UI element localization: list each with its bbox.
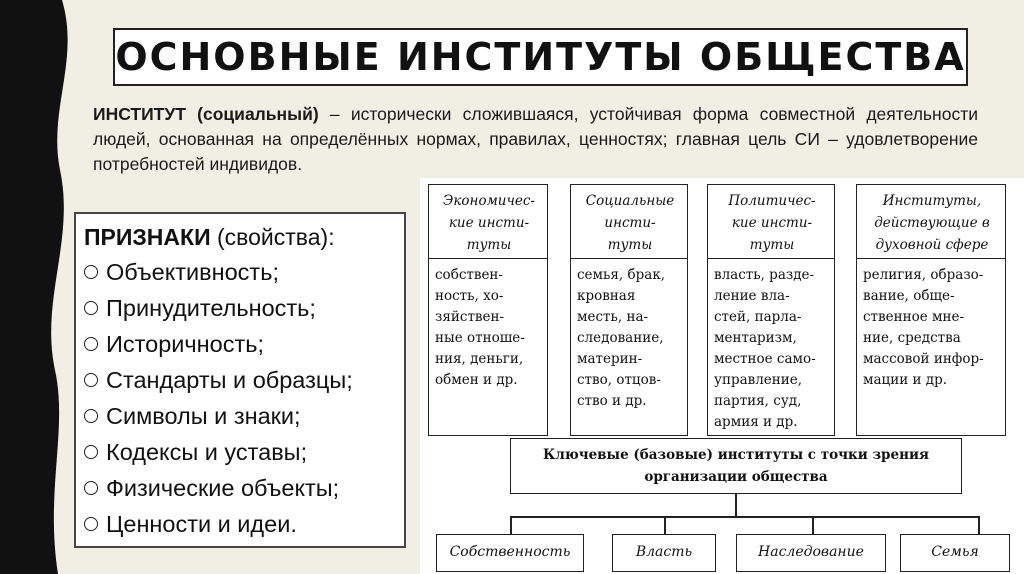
head-line: Политичес- (728, 193, 816, 209)
head-line: Экономичес- (443, 193, 535, 209)
body-line: ние, средства (863, 330, 961, 346)
page-title-box (113, 28, 968, 86)
body-line: зяйствен- (435, 309, 505, 325)
head-line: кие инсти- (448, 215, 530, 231)
institution-column-head (429, 185, 547, 259)
body-line: материн- (577, 351, 643, 367)
body-line: ство и др. (577, 393, 647, 409)
body-line: кровная (577, 288, 636, 304)
institution-column-body (429, 259, 547, 391)
definition-text: – исторически сложившаяся, устойчивая форма совместной деятельности людей, основанная на определённых нормах, правилах, ценностях; главная цель СИ – удовлетворение потребностей индивидов. (93, 104, 978, 174)
circle-bullet-icon (84, 301, 98, 315)
body-line: вание, обще- (863, 288, 955, 304)
sign-item-label: Стандарты и образцы; (106, 367, 353, 393)
body-line: ментаризм, (714, 330, 797, 346)
body-line: ния, деньги, (435, 351, 524, 367)
sign-item-label: Ценности и идеи. (106, 511, 297, 537)
key-box-line: организации общества (644, 469, 828, 485)
body-line: партия, суд, (714, 393, 802, 409)
signs-heading-rest: (свойства): (210, 224, 335, 250)
sign-item (84, 254, 404, 290)
institution-column-head (857, 185, 1005, 259)
body-line: религия, образо- (863, 267, 984, 283)
decorative-wave (0, 0, 80, 574)
institution-column-spiritual (856, 184, 1006, 436)
circle-bullet-icon (84, 445, 98, 459)
institution-column-body (857, 259, 1005, 391)
institutions-scheme (420, 178, 1024, 574)
head-line: Социальные (585, 193, 675, 209)
institution-column-body (571, 259, 687, 412)
institution-column-economic (428, 184, 548, 436)
body-line: местное само- (714, 351, 816, 367)
body-line: управление, (714, 372, 803, 388)
sign-item-label: Физические объекты; (106, 475, 340, 501)
sign-item (84, 506, 404, 542)
circle-bullet-icon (84, 409, 98, 423)
connector-line (978, 516, 980, 534)
key-institution-property: Собственность (436, 534, 584, 572)
body-line: ство, отцов- (577, 372, 661, 388)
body-line: ность, хо- (435, 288, 504, 304)
body-line: семья, брак, (577, 267, 666, 283)
circle-bullet-icon (84, 373, 98, 387)
key-institution-power: Власть (612, 534, 716, 572)
body-line: собствен- (435, 267, 503, 283)
institution-column-head (708, 185, 834, 259)
head-line: туты (607, 237, 653, 253)
sign-item-label: Принудительность; (106, 295, 316, 321)
institution-column-political (707, 184, 835, 436)
circle-bullet-icon (84, 337, 98, 351)
connector-line (812, 516, 814, 534)
body-line: обмен и др. (435, 372, 518, 388)
key-institution-family: Семья (900, 534, 1010, 572)
connector-line (510, 516, 512, 534)
institution-column-social (570, 184, 688, 436)
body-line: массовой инфор- (863, 351, 984, 367)
body-line: следование, (577, 330, 664, 346)
body-line: ные отноше- (435, 330, 525, 346)
head-line: духовной сфере (875, 237, 989, 253)
signs-heading (84, 220, 404, 254)
institution-column-body (708, 259, 834, 433)
circle-bullet-icon (84, 265, 98, 279)
head-line: Институты, (882, 193, 982, 209)
head-line: кие инсти- (731, 215, 813, 231)
body-line: ление вла- (714, 288, 790, 304)
institution-column-head (571, 185, 687, 259)
sign-item (84, 290, 404, 326)
connector-line (664, 516, 666, 534)
head-line: инсти- (604, 215, 656, 231)
signs-box (74, 212, 406, 548)
sign-item-label: Объективность; (106, 259, 279, 285)
head-line: туты (466, 237, 512, 253)
circle-bullet-icon (84, 481, 98, 495)
body-line: стей, парла- (714, 309, 802, 325)
body-line: власть, разде- (714, 267, 815, 283)
definition-term: ИНСТИТУТ (социальный) (93, 104, 319, 124)
body-line: ственное мне- (863, 309, 965, 325)
sign-item-label: Символы и знаки; (106, 403, 301, 429)
sign-item (84, 398, 404, 434)
sign-item-label: Кодексы и уставы; (106, 439, 308, 465)
sign-item (84, 362, 404, 398)
body-line: месть, на- (577, 309, 649, 325)
connector-line (510, 516, 980, 518)
key-institution-inheritance: Наследование (736, 534, 886, 572)
sign-item (84, 326, 404, 362)
body-line: мации и др. (863, 372, 948, 388)
page-title: ОСНОВНЫЕ ИНСТИТУТЫ ОБЩЕСТВА (115, 35, 966, 79)
head-line: туты (749, 237, 795, 253)
body-line: армия и др. (714, 414, 798, 430)
key-institutions-box (510, 438, 962, 494)
sign-item (84, 470, 404, 506)
sign-item (84, 434, 404, 470)
key-box-line: Ключевые (базовые) институты с точки зрения (543, 447, 929, 463)
circle-bullet-icon (84, 517, 98, 531)
head-line: действующие в (874, 215, 990, 231)
signs-heading-bold: ПРИЗНАКИ (84, 224, 211, 250)
connector-line (735, 494, 737, 516)
sign-item-label: Историчность; (106, 331, 264, 357)
institution-definition (93, 102, 978, 177)
